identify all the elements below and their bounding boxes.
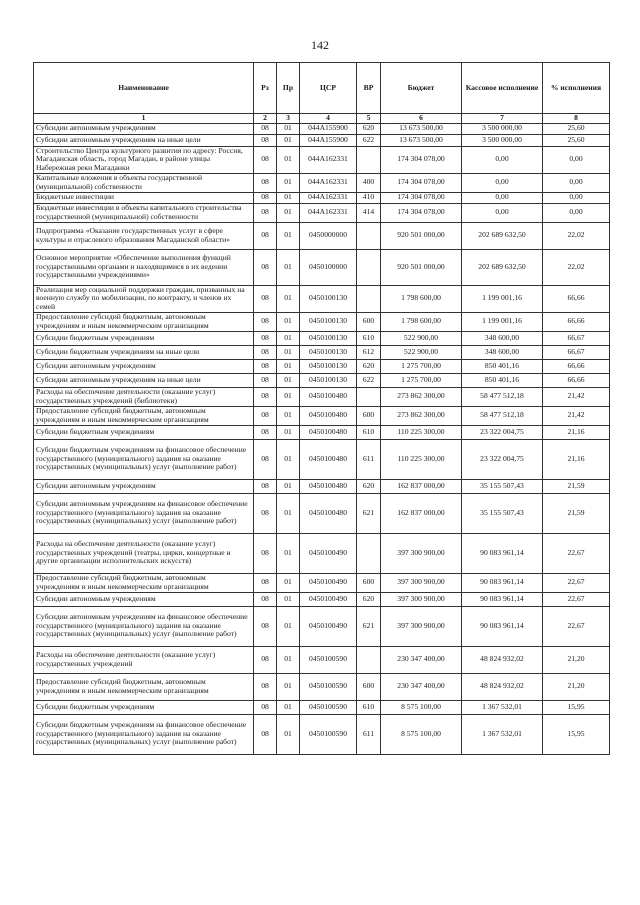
row-csr: 044A162331 [300, 203, 357, 222]
row-csr: 0450100480 [300, 439, 357, 479]
row-name: Субсидии автономным учреждениям [34, 592, 254, 606]
table-row [34, 700, 610, 714]
row-budget: 1 275 700,00 [381, 359, 462, 373]
row-pr: 01 [277, 359, 300, 373]
row-cash: 35 155 507,43 [462, 493, 543, 533]
row-name: Реализация мер социальной поддержки граждан, призванных на военную службу по мобилизации, по контракту, и членов их семей [34, 285, 254, 312]
row-name: Бюджетные инвестиции [34, 192, 254, 203]
row-rz: 08 [254, 285, 277, 312]
row-pr: 01 [277, 373, 300, 387]
row-budget: 8 575 100,00 [381, 714, 462, 754]
table-row [34, 606, 610, 646]
row-percent: 21,59 [543, 493, 610, 533]
row-csr: 044A155900 [300, 123, 357, 134]
row-csr: 0450100130 [300, 285, 357, 312]
row-csr: 0450100480 [300, 425, 357, 439]
row-vr: 400 [357, 173, 381, 192]
row-rz: 08 [254, 359, 277, 373]
header-cell: Наименование [34, 63, 254, 114]
row-percent: 22,02 [543, 249, 610, 285]
table-row [34, 646, 610, 673]
row-name: Субсидии автономным учреждениям [34, 479, 254, 493]
row-rz: 08 [254, 345, 277, 359]
header-cell: Кассовое исполнение [462, 63, 543, 114]
row-rz: 08 [254, 646, 277, 673]
row-cash: 0,00 [462, 146, 543, 173]
row-pr: 01 [277, 646, 300, 673]
row-name: Подпрограмма «Оказание государственных услуг в сфере культуры и отраслевого образования Магаданской области» [34, 222, 254, 249]
row-csr: 0450100480 [300, 387, 357, 406]
row-pr: 01 [277, 345, 300, 359]
row-csr: 0450100490 [300, 533, 357, 573]
row-percent: 22,67 [543, 573, 610, 592]
row-vr [357, 646, 381, 673]
column-number-row [34, 114, 610, 124]
row-name: Субсидии автономным учреждениям на иные цели [34, 373, 254, 387]
row-percent: 0,00 [543, 192, 610, 203]
row-name: Субсидии автономным учреждениям на иные цели [34, 134, 254, 146]
row-csr: 0450100130 [300, 359, 357, 373]
row-rz: 08 [254, 493, 277, 533]
row-pr: 01 [277, 533, 300, 573]
table-row [34, 479, 610, 493]
table-row [34, 425, 610, 439]
row-name: Субсидии бюджетным учреждениям [34, 425, 254, 439]
table-row [34, 714, 610, 754]
row-percent: 0,00 [543, 173, 610, 192]
row-vr: 414 [357, 203, 381, 222]
row-csr: 0450100000 [300, 249, 357, 285]
row-cash: 1 367 532,01 [462, 714, 543, 754]
table-row [34, 493, 610, 533]
header-cell: Бюджет [381, 63, 462, 114]
row-percent: 21,59 [543, 479, 610, 493]
row-budget: 110 225 300,00 [381, 439, 462, 479]
row-rz: 08 [254, 387, 277, 406]
row-percent: 21,42 [543, 387, 610, 406]
row-percent: 0,00 [543, 203, 610, 222]
row-pr: 01 [277, 700, 300, 714]
row-csr: 0450100130 [300, 331, 357, 345]
row-rz: 08 [254, 406, 277, 425]
row-cash: 202 689 632,50 [462, 249, 543, 285]
row-csr: 0450100480 [300, 406, 357, 425]
row-budget: 273 862 300,00 [381, 406, 462, 425]
row-pr: 01 [277, 592, 300, 606]
row-cash: 3 500 000,00 [462, 134, 543, 146]
row-name: Субсидии бюджетным учреждениям на финансовое обеспечение государственного (муниципального) задания на оказание государственных (муниципальных) услуг (выполнение работ) [34, 439, 254, 479]
row-budget: 162 837 000,00 [381, 493, 462, 533]
table-row [34, 146, 610, 173]
row-csr: 044A162331 [300, 173, 357, 192]
header-row [34, 63, 610, 114]
row-vr: 611 [357, 439, 381, 479]
row-budget: 230 347 400,00 [381, 646, 462, 673]
row-vr: 610 [357, 700, 381, 714]
header-cell: ВР [357, 63, 381, 114]
header-cell: ЦСР [300, 63, 357, 114]
row-cash: 202 689 632,50 [462, 222, 543, 249]
row-percent: 21,42 [543, 406, 610, 425]
table-row [34, 573, 610, 592]
row-name: Строительство Центра культурного развития по адресу: Россия, Магаданская область, город Магадан, в районе улицы Набережная реки Магаданки [34, 146, 254, 173]
row-rz: 08 [254, 203, 277, 222]
row-rz: 08 [254, 331, 277, 345]
row-cash: 0,00 [462, 192, 543, 203]
row-cash: 48 824 932,02 [462, 673, 543, 700]
row-budget: 230 347 400,00 [381, 673, 462, 700]
row-name: Основное мероприятие «Обеспечение выполнения функций государственными органами и находящимися в их ведении государственными учреждениями» [34, 249, 254, 285]
row-percent: 22,67 [543, 592, 610, 606]
row-csr: 0450100480 [300, 493, 357, 533]
row-percent: 66,67 [543, 331, 610, 345]
row-vr: 622 [357, 373, 381, 387]
row-percent: 22,67 [543, 533, 610, 573]
header-cell: Пр [277, 63, 300, 114]
row-cash: 0,00 [462, 203, 543, 222]
row-budget: 397 300 900,00 [381, 606, 462, 646]
row-percent: 66,66 [543, 312, 610, 331]
row-cash: 90 083 961,14 [462, 573, 543, 592]
row-percent: 0,00 [543, 146, 610, 173]
header-cell: Рз [254, 63, 277, 114]
row-budget: 174 304 078,00 [381, 173, 462, 192]
row-cash: 35 155 507,43 [462, 479, 543, 493]
table-row [34, 439, 610, 479]
row-rz: 08 [254, 192, 277, 203]
row-rz: 08 [254, 714, 277, 754]
row-csr: 0450100130 [300, 373, 357, 387]
row-rz: 08 [254, 146, 277, 173]
row-percent: 66,66 [543, 373, 610, 387]
row-budget: 1 798 600,00 [381, 285, 462, 312]
row-percent: 21,16 [543, 439, 610, 479]
row-pr: 01 [277, 425, 300, 439]
row-vr: 621 [357, 606, 381, 646]
row-csr: 0450100130 [300, 312, 357, 331]
row-rz: 08 [254, 312, 277, 331]
row-vr: 611 [357, 714, 381, 754]
row-csr: 0450100590 [300, 646, 357, 673]
table-row [34, 406, 610, 425]
row-budget: 1 798 600,00 [381, 312, 462, 331]
row-cash: 0,00 [462, 173, 543, 192]
row-budget: 1 275 700,00 [381, 373, 462, 387]
row-vr [357, 249, 381, 285]
row-pr: 01 [277, 123, 300, 134]
row-name: Расходы на обеспечение деятельности (оказание услуг) государственных учреждений (библиотеки) [34, 387, 254, 406]
row-cash: 48 824 932,02 [462, 646, 543, 673]
row-vr: 600 [357, 312, 381, 331]
table-row [34, 373, 610, 387]
row-budget: 920 501 000,00 [381, 249, 462, 285]
table-row [34, 203, 610, 222]
row-percent: 21,20 [543, 673, 610, 700]
row-vr: 612 [357, 345, 381, 359]
row-pr: 01 [277, 222, 300, 249]
row-csr: 0450100130 [300, 345, 357, 359]
row-budget: 397 300 900,00 [381, 592, 462, 606]
row-percent: 15,95 [543, 714, 610, 754]
row-budget: 174 304 078,00 [381, 146, 462, 173]
row-budget: 174 304 078,00 [381, 203, 462, 222]
row-cash: 1 367 532,01 [462, 700, 543, 714]
row-name: Предоставление субсидий бюджетным, автономным учреждениям и иным некоммерческим организациям [34, 312, 254, 331]
row-pr: 01 [277, 146, 300, 173]
budget-table [33, 62, 610, 755]
row-cash: 90 083 961,14 [462, 533, 543, 573]
row-name: Предоставление субсидий бюджетным, автономным учреждениям и иным некоммерческим организациям [34, 573, 254, 592]
row-pr: 01 [277, 285, 300, 312]
row-budget: 162 837 000,00 [381, 479, 462, 493]
row-name: Субсидии автономным учреждениям [34, 123, 254, 134]
row-name: Субсидии автономным учреждениям [34, 359, 254, 373]
row-cash: 23 322 004,75 [462, 439, 543, 479]
row-pr: 01 [277, 173, 300, 192]
row-percent: 22,67 [543, 606, 610, 646]
row-budget: 522 900,00 [381, 345, 462, 359]
row-rz: 08 [254, 134, 277, 146]
row-vr [357, 146, 381, 173]
row-csr: 0450100490 [300, 592, 357, 606]
row-pr: 01 [277, 387, 300, 406]
row-rz: 08 [254, 123, 277, 134]
row-percent: 66,67 [543, 345, 610, 359]
row-name: Бюджетные инвестиции в объекты капитального строительства государственной (муниципальной) собственности [34, 203, 254, 222]
row-vr: 600 [357, 406, 381, 425]
row-pr: 01 [277, 192, 300, 203]
row-name: Предоставление субсидий бюджетным, автономным учреждениям и иным некоммерческим организациям [34, 406, 254, 425]
header-cell: % исполнения [543, 63, 610, 114]
column-number: 3 [277, 114, 300, 124]
row-name: Субсидии автономным учреждениям на финансовое обеспечение государственного (муниципального) задания на оказание государственных (муниципальных) услуг (выполнение работ) [34, 606, 254, 646]
row-budget: 920 501 000,00 [381, 222, 462, 249]
row-rz: 08 [254, 592, 277, 606]
row-cash: 850 401,16 [462, 359, 543, 373]
row-rz: 08 [254, 373, 277, 387]
row-budget: 8 575 100,00 [381, 700, 462, 714]
row-name: Предоставление субсидий бюджетным, автономным учреждениям и иным некоммерческим организациям [34, 673, 254, 700]
table-row [34, 331, 610, 345]
table-row [34, 673, 610, 700]
row-pr: 01 [277, 406, 300, 425]
table-row [34, 312, 610, 331]
row-cash: 3 500 000,00 [462, 123, 543, 134]
row-csr: 0450100590 [300, 714, 357, 754]
column-number: 7 [462, 114, 543, 124]
table-row [34, 387, 610, 406]
column-number: 2 [254, 114, 277, 124]
row-vr: 620 [357, 359, 381, 373]
table-row [34, 249, 610, 285]
row-csr: 0450000000 [300, 222, 357, 249]
row-vr: 600 [357, 673, 381, 700]
row-percent: 66,66 [543, 359, 610, 373]
table-row [34, 592, 610, 606]
row-rz: 08 [254, 425, 277, 439]
row-budget: 13 673 500,00 [381, 134, 462, 146]
row-csr: 044A162331 [300, 192, 357, 203]
row-pr: 01 [277, 573, 300, 592]
row-cash: 58 477 512,18 [462, 387, 543, 406]
row-vr: 622 [357, 134, 381, 146]
row-csr: 0450100590 [300, 700, 357, 714]
column-number: 6 [381, 114, 462, 124]
row-vr [357, 533, 381, 573]
page-number: 142 [311, 38, 329, 52]
row-rz: 08 [254, 479, 277, 493]
row-cash: 90 083 961,14 [462, 592, 543, 606]
row-vr: 621 [357, 493, 381, 533]
row-budget: 174 304 078,00 [381, 192, 462, 203]
row-percent: 15,95 [543, 700, 610, 714]
table-row [34, 123, 610, 134]
row-vr: 610 [357, 425, 381, 439]
row-vr [357, 285, 381, 312]
column-number: 8 [543, 114, 610, 124]
row-pr: 01 [277, 134, 300, 146]
row-csr: 044A155900 [300, 134, 357, 146]
row-vr: 620 [357, 592, 381, 606]
row-rz: 08 [254, 606, 277, 646]
row-rz: 08 [254, 249, 277, 285]
row-rz: 08 [254, 533, 277, 573]
row-pr: 01 [277, 606, 300, 646]
column-number: 4 [300, 114, 357, 124]
row-percent: 25,60 [543, 123, 610, 134]
table-row [34, 222, 610, 249]
row-vr [357, 222, 381, 249]
row-budget: 273 862 300,00 [381, 387, 462, 406]
table-row [34, 345, 610, 359]
row-name: Субсидии бюджетным учреждениям [34, 700, 254, 714]
row-rz: 08 [254, 222, 277, 249]
row-name: Расходы на обеспечение деятельности (оказание услуг) государственных учреждений [34, 646, 254, 673]
row-pr: 01 [277, 714, 300, 754]
row-csr: 044A162331 [300, 146, 357, 173]
row-rz: 08 [254, 173, 277, 192]
row-name: Субсидии бюджетным учреждениям на иные цели [34, 345, 254, 359]
row-cash: 348 600,00 [462, 345, 543, 359]
row-budget: 13 673 500,00 [381, 123, 462, 134]
table-body [34, 123, 610, 754]
row-cash: 1 199 001,16 [462, 312, 543, 331]
row-cash: 1 199 001,16 [462, 285, 543, 312]
row-pr: 01 [277, 439, 300, 479]
row-cash: 348 600,00 [462, 331, 543, 345]
row-cash: 23 322 004,75 [462, 425, 543, 439]
row-rz: 08 [254, 439, 277, 479]
row-name: Субсидии автономным учреждениям на финансовое обеспечение государственного (муниципального) задания на оказание государственных (муниципальных) услуг (выполнение работ) [34, 493, 254, 533]
row-cash: 850 401,16 [462, 373, 543, 387]
row-pr: 01 [277, 203, 300, 222]
row-percent: 66,66 [543, 285, 610, 312]
row-name: Расходы на обеспечение деятельности (оказание услуг) государственных учреждений (театры, цирки, концертные и другие организации исполнительских искусств) [34, 533, 254, 573]
row-rz: 08 [254, 700, 277, 714]
row-budget: 397 300 900,00 [381, 573, 462, 592]
table-row [34, 359, 610, 373]
row-pr: 01 [277, 312, 300, 331]
row-csr: 0450100480 [300, 479, 357, 493]
table-row [34, 173, 610, 192]
row-pr: 01 [277, 479, 300, 493]
row-pr: 01 [277, 673, 300, 700]
row-rz: 08 [254, 573, 277, 592]
row-budget: 110 225 300,00 [381, 425, 462, 439]
table-row [34, 192, 610, 203]
column-number: 1 [34, 114, 254, 124]
row-vr: 620 [357, 123, 381, 134]
row-vr: 620 [357, 479, 381, 493]
table-row [34, 134, 610, 146]
row-pr: 01 [277, 331, 300, 345]
row-vr: 600 [357, 573, 381, 592]
row-name: Субсидии бюджетным учреждениям [34, 331, 254, 345]
row-pr: 01 [277, 249, 300, 285]
table-row [34, 533, 610, 573]
row-csr: 0450100490 [300, 606, 357, 646]
column-number: 5 [357, 114, 381, 124]
row-vr: 610 [357, 331, 381, 345]
row-pr: 01 [277, 493, 300, 533]
row-csr: 0450100490 [300, 573, 357, 592]
row-vr [357, 387, 381, 406]
row-budget: 397 300 900,00 [381, 533, 462, 573]
row-percent: 25,60 [543, 134, 610, 146]
row-vr: 410 [357, 192, 381, 203]
table-row [34, 285, 610, 312]
row-cash: 58 477 512,18 [462, 406, 543, 425]
row-name: Субсидии бюджетным учреждениям на финансовое обеспечение государственного (муниципального) задания на оказание государственных (муниципальных) услуг (выполнение работ) [34, 714, 254, 754]
row-percent: 21,16 [543, 425, 610, 439]
row-percent: 21,20 [543, 646, 610, 673]
row-rz: 08 [254, 673, 277, 700]
row-budget: 522 900,00 [381, 331, 462, 345]
row-csr: 0450100590 [300, 673, 357, 700]
row-cash: 90 083 961,14 [462, 606, 543, 646]
row-name: Капитальные вложения в объекты государственной (муниципальной) собственности [34, 173, 254, 192]
row-percent: 22,02 [543, 222, 610, 249]
